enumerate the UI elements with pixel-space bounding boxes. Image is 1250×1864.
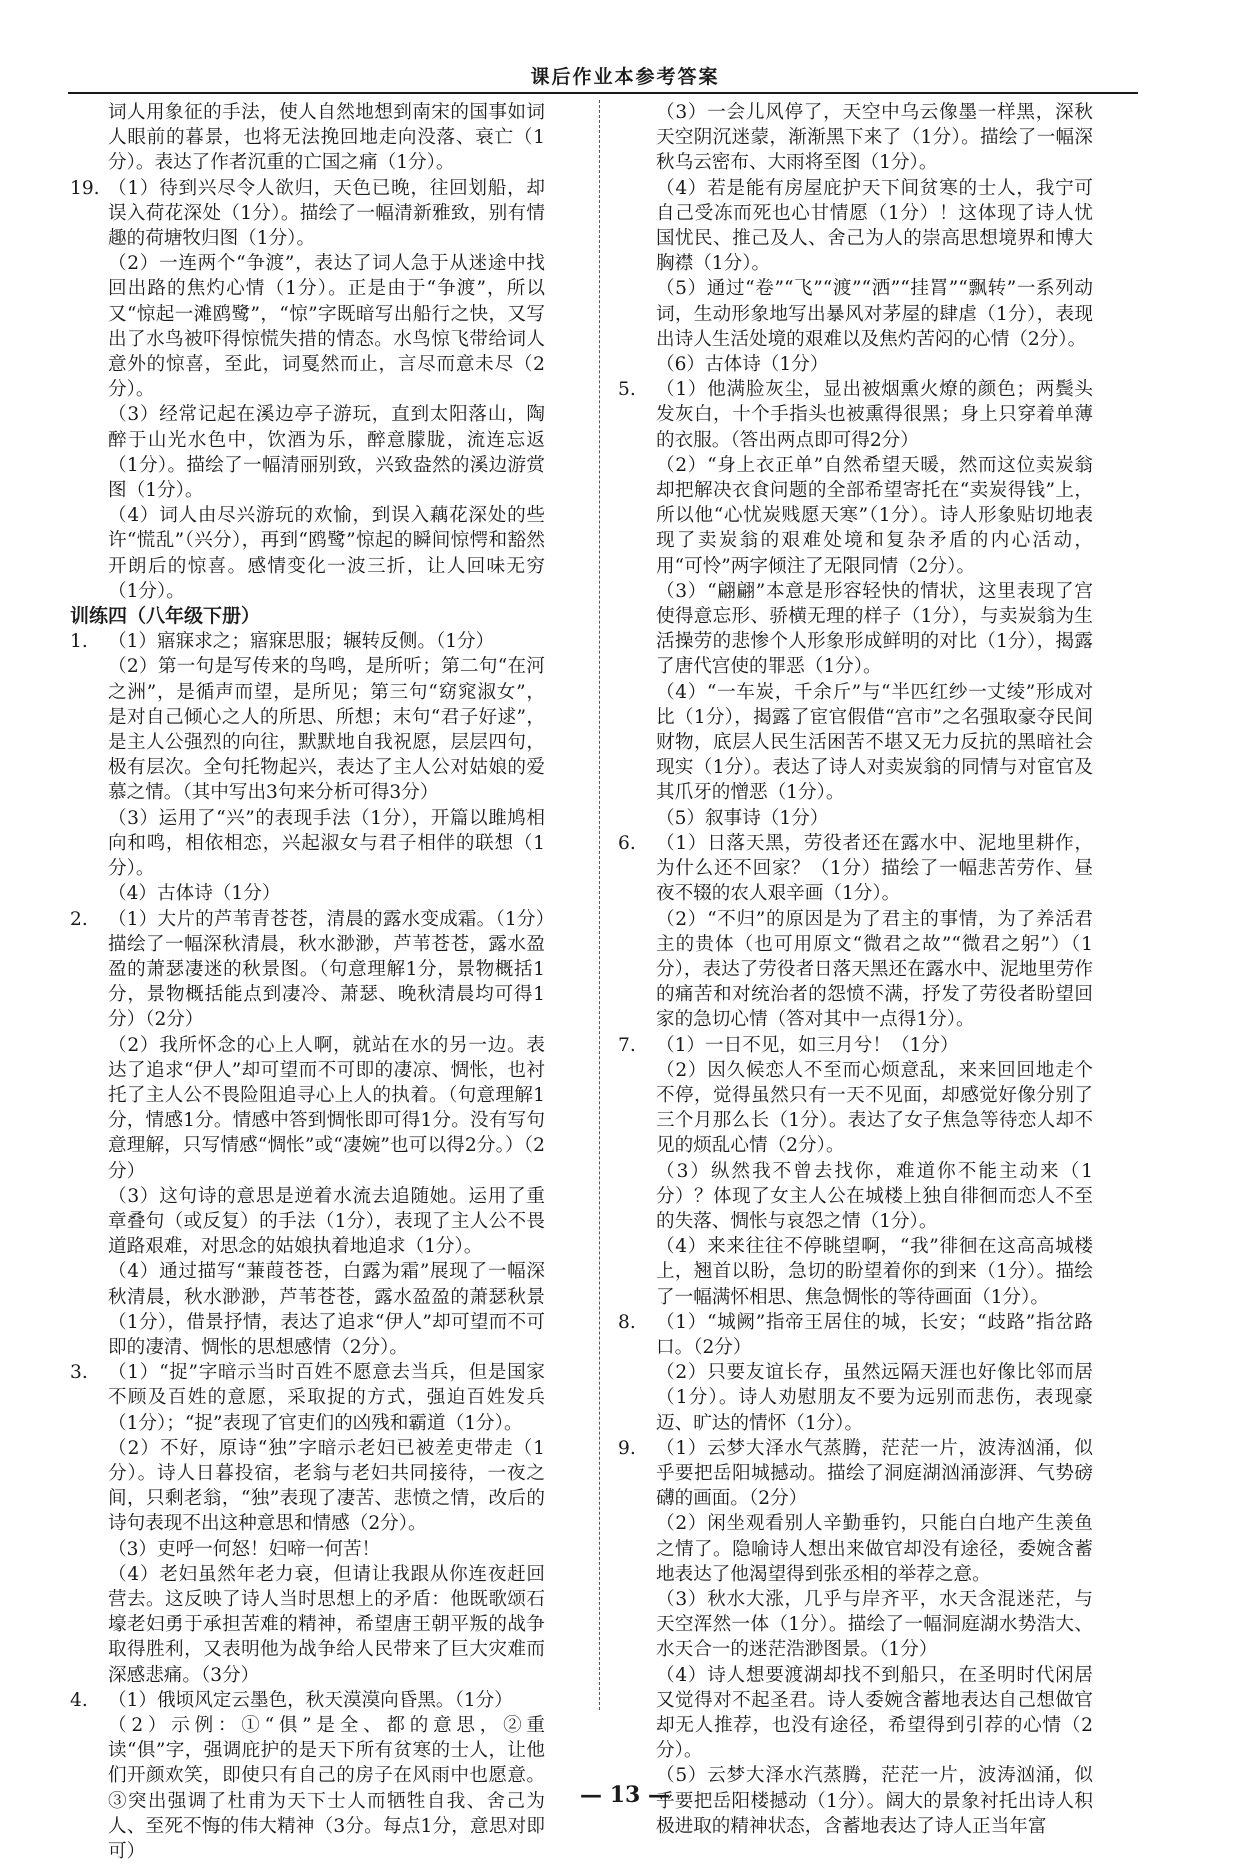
answer-paragraph [618, 806, 1093, 831]
section-heading: 训练四（八年级下册） [70, 605, 261, 628]
answer-text: （3）运用了“兴”的表现手法（1分），开篇以雎鸠相向和鸣，相依相恋，兴起淑女与君子相伴的联想（1分）。 [108, 807, 545, 880]
answer-text: （1）云梦大泽水气蒸腾，茫茫一片，波涛汹涌，似乎要把岳阳城撼动。描绘了洞庭湖汹涌澎湃、气势磅礴的画面。（2分） [656, 1437, 1093, 1510]
header-rule [68, 92, 1138, 94]
question-number: 2. [70, 908, 88, 930]
answer-paragraph [70, 654, 545, 805]
answer-paragraph [70, 251, 545, 402]
answer-paragraph [618, 579, 1093, 680]
answer-text: （2）示例：①“俱”是全、都的意思，②重读“俱”字，强调庇护的是天下所有贫寒的士人，让他们开颜欢笑，即使只有自己的房子在风雨中也愿意。③突出强调了杜甫为天下士人而牺牲自我、舍己为人、至死不悔的伟大精神（3分。每点1分，意思对即可） [108, 1715, 545, 1863]
answer-text: （5）云梦大泽水汽蒸腾，茫茫一片，波涛汹涌，似乎要把岳阳楼撼动（1分）。阔大的景象衬托出诗人积极进取的精神状态，含蓄地表达了诗人正当年富 [656, 1765, 1093, 1837]
question-number: 19. [70, 177, 100, 199]
answer-text: （3）经常记起在溪边亭子游玩，直到太阳落山，陶醉于山光水色中，饮酒为乐，醉意朦胧，流连忘返（1分）。描绘了一幅清丽别致，兴致盎然的溪边游赏图（1分）。 [108, 404, 545, 502]
answer-paragraph [70, 806, 545, 882]
answer-text: （1）他满脸灰尘，显出被烟熏火燎的颜色；两鬓头发灰白，十个手指头也被熏得很黑；身上只穿着单薄的衣服。（答出两点即可得2分） [656, 379, 1093, 451]
answer-paragraph [618, 1511, 1093, 1587]
answer-item [70, 629, 545, 654]
question-number: 6. [618, 832, 636, 854]
question-number: 7. [618, 1034, 636, 1056]
answer-paragraph [70, 1562, 545, 1688]
answer-text: （5）通过“卷”“飞”“渡”“洒”“挂罥”“飘转”一系列动词，生动形象地写出暴风对茅屋的肆虐（1分），表现出诗人生活处境的艰难以及焦灼苦闷的心情（2分）。 [656, 278, 1093, 350]
answer-paragraph [70, 881, 545, 906]
answer-text: （2）闲坐观看别人辛勤垂钓，只能白白地产生羡鱼之情了。隐喻诗人想出来做官却没有途径，委婉含蓄地表达了他渴望得到张丞相的举荐之意。 [656, 1513, 1093, 1585]
answer-text: 词人用象征的手法，使人自然地想到南宋的国事如词人眼前的暮景，也将无法挽回地走向没落、衰亡（1分）。表达了作者沉重的亡国之痛（1分）。 [108, 102, 545, 174]
answer-text: （2）一连两个“争渡”，表达了词人急于从迷途中找回出路的焦灼心情（1分）。正是由于“争渡”，所以又“惊起一滩鸥鹭”，“惊”字既暗写出船行之快，又写出了水鸟被吓得惊慌失措的情态。水鸟惊飞带给词人意外的惊喜，至此，词戛然而止，言尽而意未尽（2分）。 [108, 253, 545, 401]
answer-paragraph [70, 402, 545, 503]
answer-paragraph [618, 1663, 1093, 1764]
question-number: 8. [618, 1311, 636, 1333]
answer-text: （3）一会儿风停了，天空中乌云像墨一样黑，深秋天空阴沉迷蒙，渐渐黑下来了（1分）。描绘了一幅深秋乌云密布、大雨将至图（1分）。 [656, 102, 1093, 174]
answer-paragraph [70, 1436, 545, 1537]
answer-paragraph [618, 1587, 1093, 1663]
answer-item [70, 1360, 545, 1436]
answer-paragraph [618, 352, 1093, 377]
answer-text: （2）第一句是写传来的鸟鸣，是所听；第二句“在河之洲”，是循声而望，是所见；第三句“窈窕淑女”，是对自己倾心之人的所思、所想；末句“君子好逑”，是主人公强烈的向往，默默地自我祝愿，层层四句，极有层次。全句托物起兴，表达了主人公对姑娘的爱慕之情。（其中写出3句来分析可得3分） [108, 656, 545, 804]
answer-text: （4）诗人想要渡湖却找不到船只，在圣明时代闲居又觉得对不起圣君。诗人委婉含蓄地表达自己想做官却无人推荐，也没有途径，希望得到引荐的心情（2分）。 [656, 1664, 1093, 1762]
question-number: 1. [70, 631, 88, 653]
answer-text: （4）来来往往不停眺望啊，“我”徘徊在这高高城楼上，翘首以盼，急切的盼望着你的到来（1分）。描绘了一幅满怀相思、焦急惆怅的等待画面（1分）。 [656, 1236, 1093, 1308]
answer-text: （1）一日不见，如三月兮！（1分） [656, 1034, 959, 1056]
answer-text: （4）若是能有房屋庇护天下间贫寒的士人，我宁可自己受冻而死也心甘情愿（1分）！这体现了诗人忧国忧民、推己及人、舍己为人的崇高思想境界和博大胸襟（1分）。 [656, 177, 1093, 275]
answer-item [618, 831, 1093, 907]
answer-text: （1）待到兴尽令人欲归，天色已晚，往回划船，却误入荷花深处（1分）。描绘了一幅清新雅致，别有情趣的荷塘牧归图（1分）。 [108, 177, 545, 250]
answer-text: （1）日落天黑，劳役者还在露水中、泥地里耕作，为什么还不回家？（1分）描绘了一幅悲苦劳作、昼夜不辍的农人艰辛画（1分）。 [656, 832, 1093, 905]
answer-text: （2）我所怀念的心上人啊，就站在水的另一边。表达了追求“伊人”却可望而不可即的凄凉、惆怅，也衬托了主人公不畏险阻追寻心上人的执着。（句意理解1分，情感1分。情感中答到惆怅即可得1分。没有写句意理解，只写情感“惆怅”或“凄婉”也可以得2分。）（2分） [108, 1034, 545, 1182]
answer-text: （4）古体诗（1分） [108, 883, 281, 905]
answer-text: （5）叙事诗（1分） [656, 807, 829, 829]
answer-text: （4）老妇虽然年老力衰，但请让我跟从你连夜赶回营去。这反映了诗人当时思想上的矛盾：他既歌颂石壕老妇勇于承担苦难的精神，希望唐王朝平叛的战争取得胜利，又表明他为战争给人民带来了巨大灾难而深感悲痛。（3分） [108, 1563, 545, 1686]
answer-paragraph [618, 1159, 1093, 1235]
answer-paragraph [618, 1058, 1093, 1159]
column-divider [599, 100, 600, 1710]
answer-text: （1）寤寐求之；寤寐思服；辗转反侧。（1分） [108, 631, 495, 653]
answer-paragraph [618, 176, 1093, 277]
answer-text: （2）不好，原诗“独”字暗示老妇已被差吏带走（1分）。诗人日暮投宿，老翁与老妇共同接待，一夜之间，只剩老翁，“独”表现了凄苦、悲愤之情，改后的诗句表现不出这种意思和情感（2分）。 [108, 1437, 545, 1535]
question-number: 9. [618, 1437, 636, 1459]
page-number: — 13 — [580, 1782, 670, 1808]
answer-paragraph [70, 100, 545, 176]
right-column [618, 100, 1093, 1839]
answer-paragraph [618, 276, 1093, 352]
answer-text: （3）纵然我不曾去找你，难道你不能主动来（1分）？体现了女主人公在城楼上独自徘徊而恋人不至的失落、惆怅与哀怨之情（1分）。 [656, 1160, 1093, 1232]
answer-text: （2）因久候恋人不至而心烦意乱，来来回回地走个不停，觉得虽然只有一天不见面，却感觉好像分别了三个月那么长（1分）。表达了女子焦急等待恋人却不见的烦乱心情（2分）。 [656, 1059, 1093, 1157]
question-number: 4. [70, 1689, 88, 1711]
answer-item [618, 377, 1093, 453]
answer-item [618, 1310, 1093, 1360]
answer-paragraph [70, 503, 545, 604]
answer-text: （1）大片的芦苇青苍苍，清晨的露水变成霜。（1分）描绘了一幅深秋清晨，秋水渺渺，芦苇苍苍，露水盈盈的萧瑟凄迷的秋景图。（句意理解1分，景物概括1分，景物概括能点到凄冷、萧瑟、晚秋清晨均可得1分）（2分） [108, 908, 545, 1031]
answer-text: （1）俄顷风定云墨色，秋天漠漠向昏黑。（1分） [108, 1689, 513, 1711]
answer-paragraph [618, 907, 1093, 1033]
answer-paragraph [618, 680, 1093, 806]
answer-item [70, 907, 545, 1033]
answer-text: （3）这句诗的意思是逆着水流去追随她。运用了重章叠句（或反复）的手法（1分），表现了主人公不畏道路艰难，对思念的姑娘执着地追求（1分）。 [108, 1185, 545, 1258]
answer-text: （3）吏呼一何怒！妇啼一何苦！ [108, 1538, 381, 1560]
answer-text: （4）通过描写“蒹葭苍苍，白露为霜”展现了一幅深秋清晨，秋水渺渺，芦苇苍苍，露水盈盈的萧瑟秋景（1分），借景抒情，表达了追求“伊人”却可望而不可即的凄清、惆怅的思想感情（2分）。 [108, 1261, 545, 1358]
answer-paragraph [70, 1033, 545, 1184]
answer-text: （2）“身上衣正单”自然希望天暖，然而这位卖炭翁却把解决衣食问题的全部希望寄托在“卖炭得钱”上，所以他“心忧炭贱愿天寒”（1分）。诗人形象贴切地表现了卖炭翁的艰难处境和复杂矛盾的内心活动，用“可怜”两字倾注了无限同情（2分）。 [656, 454, 1093, 577]
question-number: 5. [618, 379, 636, 401]
answer-text: （3）秋水大涨，几乎与岸齐平，水天含混迷茫，与天空浑然一体（1分）。描绘了一幅洞庭湖水势浩大、水天合一的迷茫浩渺图景。（1分） [656, 1588, 1093, 1661]
answer-text: （1）“捉”字暗示当时百姓不愿意去当兵，但是国家不顾及百姓的意愿，采取捉的方式，强迫百姓发兵（1分）；“捉”表现了官吏们的凶残和霸道（1分）。 [108, 1362, 545, 1434]
page-header-title: 课后作业本参考答案 [530, 66, 720, 88]
answer-paragraph [618, 1360, 1093, 1436]
answer-paragraph [70, 1537, 545, 1562]
answer-paragraph [70, 1184, 545, 1260]
answer-text: （6）古体诗（1分） [656, 354, 829, 376]
answer-text: （2）“不归”的原因是为了君主的事情，为了养活君主的贵体（也可用原文“微君之故”“微君之躬”）（1分），表达了劳役者日落天黑还在露水中、泥地里劳作的痛苦和对统治者的怨愤不满，抒发了劳役者盼望回家的急切心情（答对其中一点得1分）。 [656, 908, 1093, 1031]
answer-paragraph [618, 1234, 1093, 1310]
answer-item [70, 176, 545, 252]
answer-paragraph [618, 100, 1093, 176]
answer-paragraph [70, 1259, 545, 1360]
answer-text: （1）“城阙”指帝王居住的城，长安；“歧路”指岔路口。（2分） [656, 1311, 1093, 1358]
left-column [70, 100, 545, 1864]
answer-item [618, 1033, 1093, 1058]
answer-text: （2）只要友谊长存，虽然远隔天涯也好像比邻而居（1分）。诗人劝慰朋友不要为远别而悲伤，表现豪迈、旷达的情怀（1分）。 [656, 1362, 1093, 1434]
answer-paragraph [618, 453, 1093, 579]
answer-item [70, 1688, 545, 1713]
answer-text: （4）词人由尽兴游玩的欢愉，到误入藕花深处的些许“慌乱”（兴分），再到“鸥鹭”惊起的瞬间惊愕和豁然开朗后的惊喜。感情变化一波三折，让人回味无穷（1分）。 [108, 505, 545, 602]
answer-text: （3）“翩翩”本意是形容轻快的情状，这里表现了宫使得意忘形、骄横无理的样子（1分），与卖炭翁为生活操劳的悲惨个人形象形成鲜明的对比（1分），揭露了唐代宫使的罪恶（1分）。 [656, 580, 1093, 678]
answer-text: （4）“一车炭，千余斤”与“半匹红纱一丈绫”形成对比（1分），揭露了宦官假借“宫市”之名强取豪夺民间财物，底层人民生活困苦不堪又无力反抗的黑暗社会现实（1分）。表达了诗人对卖炭翁的同情与对宦官及其爪牙的憎恶（1分）。 [656, 681, 1093, 804]
answer-item [618, 1436, 1093, 1512]
question-number: 3. [70, 1362, 88, 1384]
